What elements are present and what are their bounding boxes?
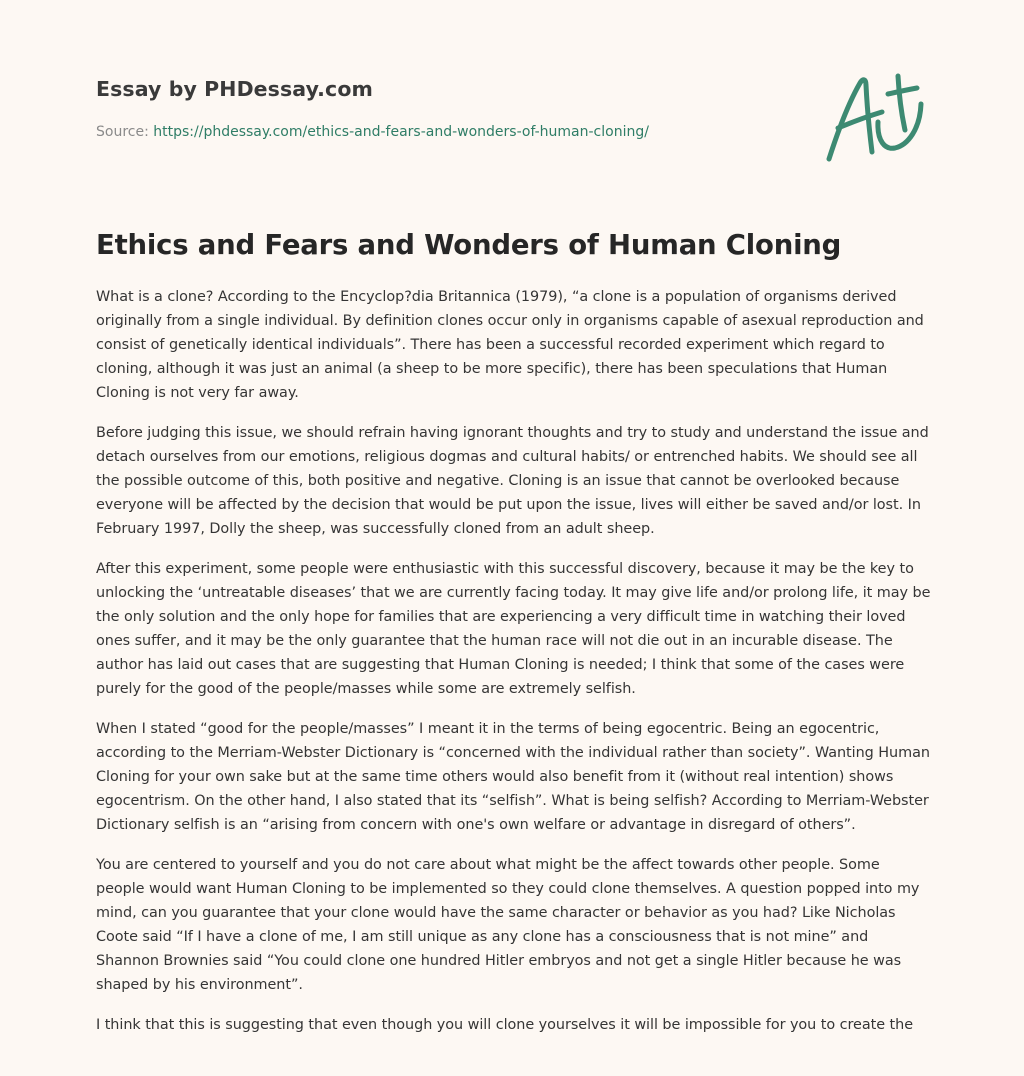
paragraph: Before judging this issue, we should refrain having ignorant thoughts and try to study and understand the issue and detach ourselves from our emotions, religious dogmas and cultural habits/ or entrenched habits. We should see all the possible outcome of this, both positive and negative. Cloning is an issue that cannot be overlooked because everyone will be affected by the decision that would be put upon the issue, lives will either be saved and/or lost. In February 1997, Dolly the sheep, was successfully cloned from an adult sheep. (96, 425, 929, 537)
paragraph: After this experiment, some people were enthusiastic with this successful discovery, because it may be the key to unlocking the ‘untreatable diseases’ that we are currently facing today. It may give life and/or prolong life, it may be the only solution and the only hope for families that are experiencing a very difficult time in watching their loved ones suffer, and it may be the only guarantee that the human race will not die out in an incurable disease. The author has laid out cases that are suggesting that Human Cloning is needed; I think that some of the cases were purely for the good of the people/masses while some are extremely selfish. (96, 561, 931, 697)
paragraph: What is a clone? According to the Encyclop?dia Britannica (1979), “a clone is a population of organisms derived originally from a single individual. By definition clones occur only in organisms capable of asexual reproduction and consist of genetically identical individuals”. There has been a successful recorded experiment which regard to cloning, although it was just an animal (a sheep to be more specific), there has been speculations that Human Cloning is not very far away. (96, 289, 924, 401)
source-line (96, 122, 649, 142)
source-link[interactable]: https://phdessay.com/ethics-and-fears-and-wonders-of-human-cloning/ (153, 124, 649, 140)
paragraph: I think that this is suggesting that even though you will clone yourselves it will be impossible for you to create the (96, 1017, 914, 1033)
site-brand: Essay by PHDessay.com (96, 77, 373, 101)
page-header (96, 72, 928, 140)
a-plus-logo-icon (822, 66, 930, 166)
source-label: Source: (96, 124, 154, 140)
paragraph: When I stated “good for the people/masses” I meant it in the terms of being egocentric. Being an egocentric, according to the Merriam-Webster Dictionary is “concerned with the individual rather than society”. Wanting Human Cloning for your own sake but at the same time others would also benefit from it (without real intention) shows egocentrism. On the other hand, I also stated that its “selfish”. What is being selfish? According to Merriam-Webster Dictionary selfish is an “arising from concern with one's own welfare or advantage in disregard of others”. (96, 721, 930, 833)
article-body (96, 285, 932, 1053)
article-title: Ethics and Fears and Wonders of Human Cloning (96, 229, 842, 261)
paragraph: You are centered to yourself and you do not care about what might be the affect towards other people. Some people would want Human Cloning to be implemented so they could clone themselves. A question popped into my mind, can you guarantee that your clone would have the same character or behavior as you had? Like Nicholas Coote said “If I have a clone of me, I am still unique as any clone has a consciousness that is not mine” and Shannon Brownies said “You could clone one hundred Hitler embryos and not get a single Hitler because he was shaped by his environment”. (96, 857, 920, 993)
